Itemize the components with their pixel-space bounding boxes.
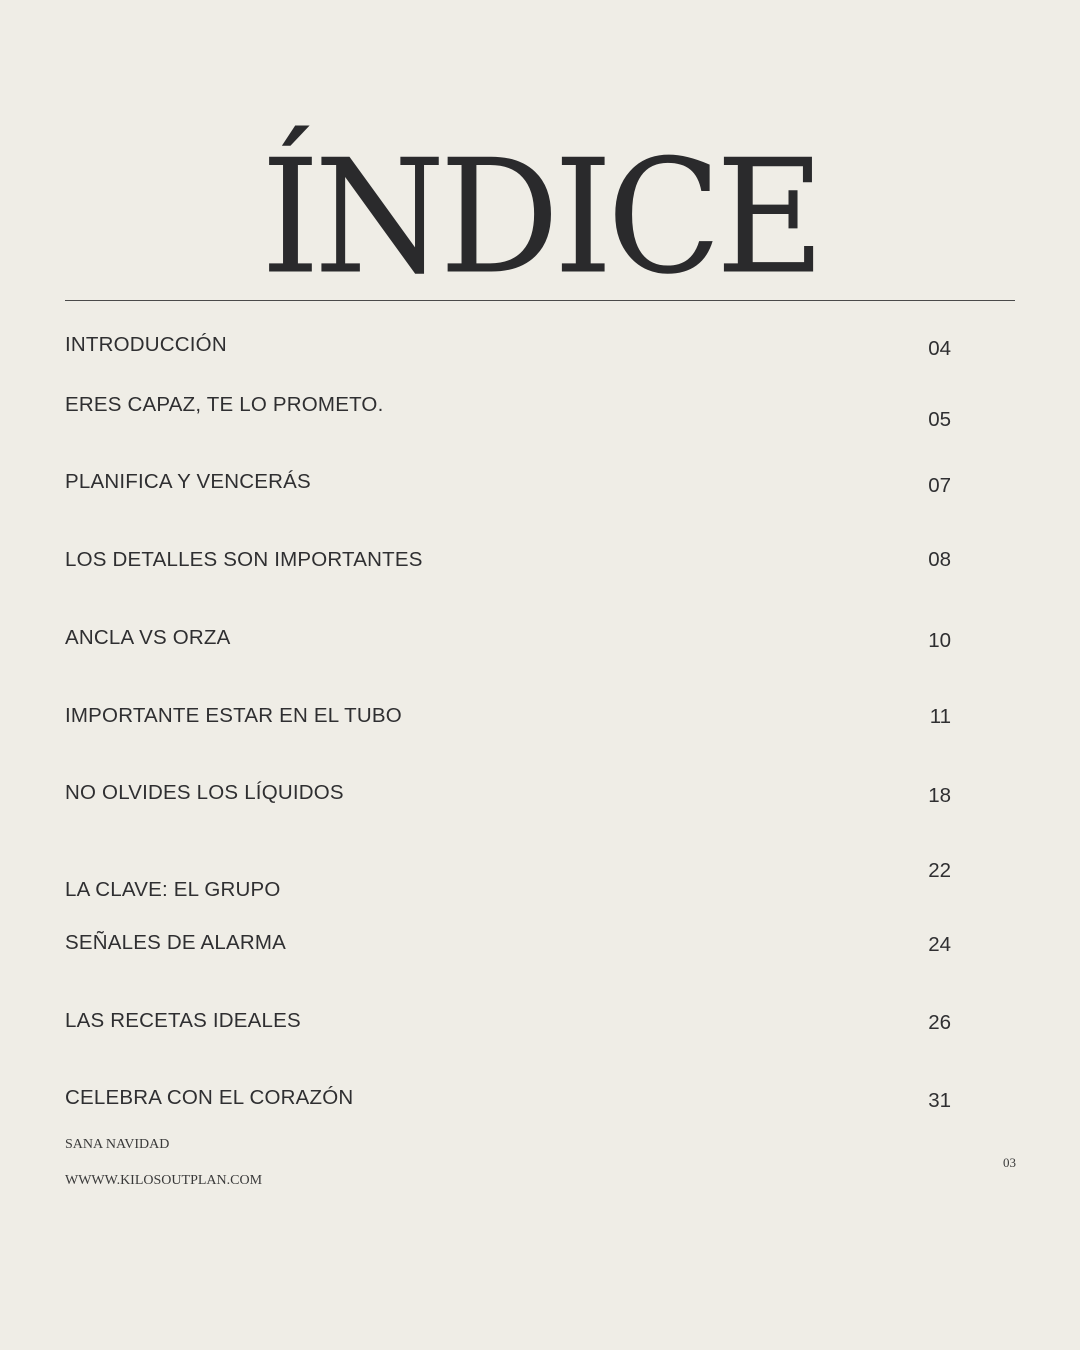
toc-entry-page: 08: [928, 548, 951, 571]
toc-entry-page: 22: [928, 859, 951, 882]
toc-entry-title: CELEBRA CON EL CORAZÓN: [65, 1086, 354, 1109]
toc-entry-page: 31: [928, 1089, 951, 1112]
toc-entry-page: 26: [928, 1011, 951, 1034]
page-title: ÍNDICE: [260, 126, 820, 310]
title-divider: [65, 300, 1015, 301]
footer-website: WWWW.KILOSOUTPLAN.COM: [65, 1173, 263, 1188]
toc-entry-title: LOS DETALLES SON IMPORTANTES: [65, 548, 423, 571]
toc-entry-page: 07: [928, 474, 951, 497]
toc-entry-title: LA CLAVE: EL GRUPO: [65, 878, 281, 901]
footer-brand: SANA NAVIDAD: [65, 1137, 170, 1152]
toc-entry-title: SEÑALES DE ALARMA: [65, 931, 287, 954]
toc-entry-page: 11: [929, 705, 951, 728]
toc-entry-page: 05: [928, 408, 951, 431]
toc-entry-page: 10: [928, 629, 951, 652]
toc-entry-title: NO OLVIDES LOS LÍQUIDOS: [65, 781, 344, 804]
toc-entry-title: PLANIFICA Y VENCERÁS: [65, 470, 311, 493]
toc-entry-page: 04: [928, 337, 951, 360]
toc-entry-page: 24: [928, 933, 951, 956]
page-number: 03: [1003, 1155, 1016, 1170]
toc-entry-title: ANCLA VS ORZA: [65, 626, 231, 649]
toc-entry-page: 18: [928, 784, 951, 807]
toc-entry-title: ERES CAPAZ, TE LO PROMETO.: [65, 393, 384, 416]
toc-entry-title: IMPORTANTE ESTAR EN EL TUBO: [65, 704, 402, 727]
toc-entry-title: LAS RECETAS IDEALES: [65, 1009, 301, 1032]
toc-entry-title: INTRODUCCIÓN: [65, 333, 227, 356]
